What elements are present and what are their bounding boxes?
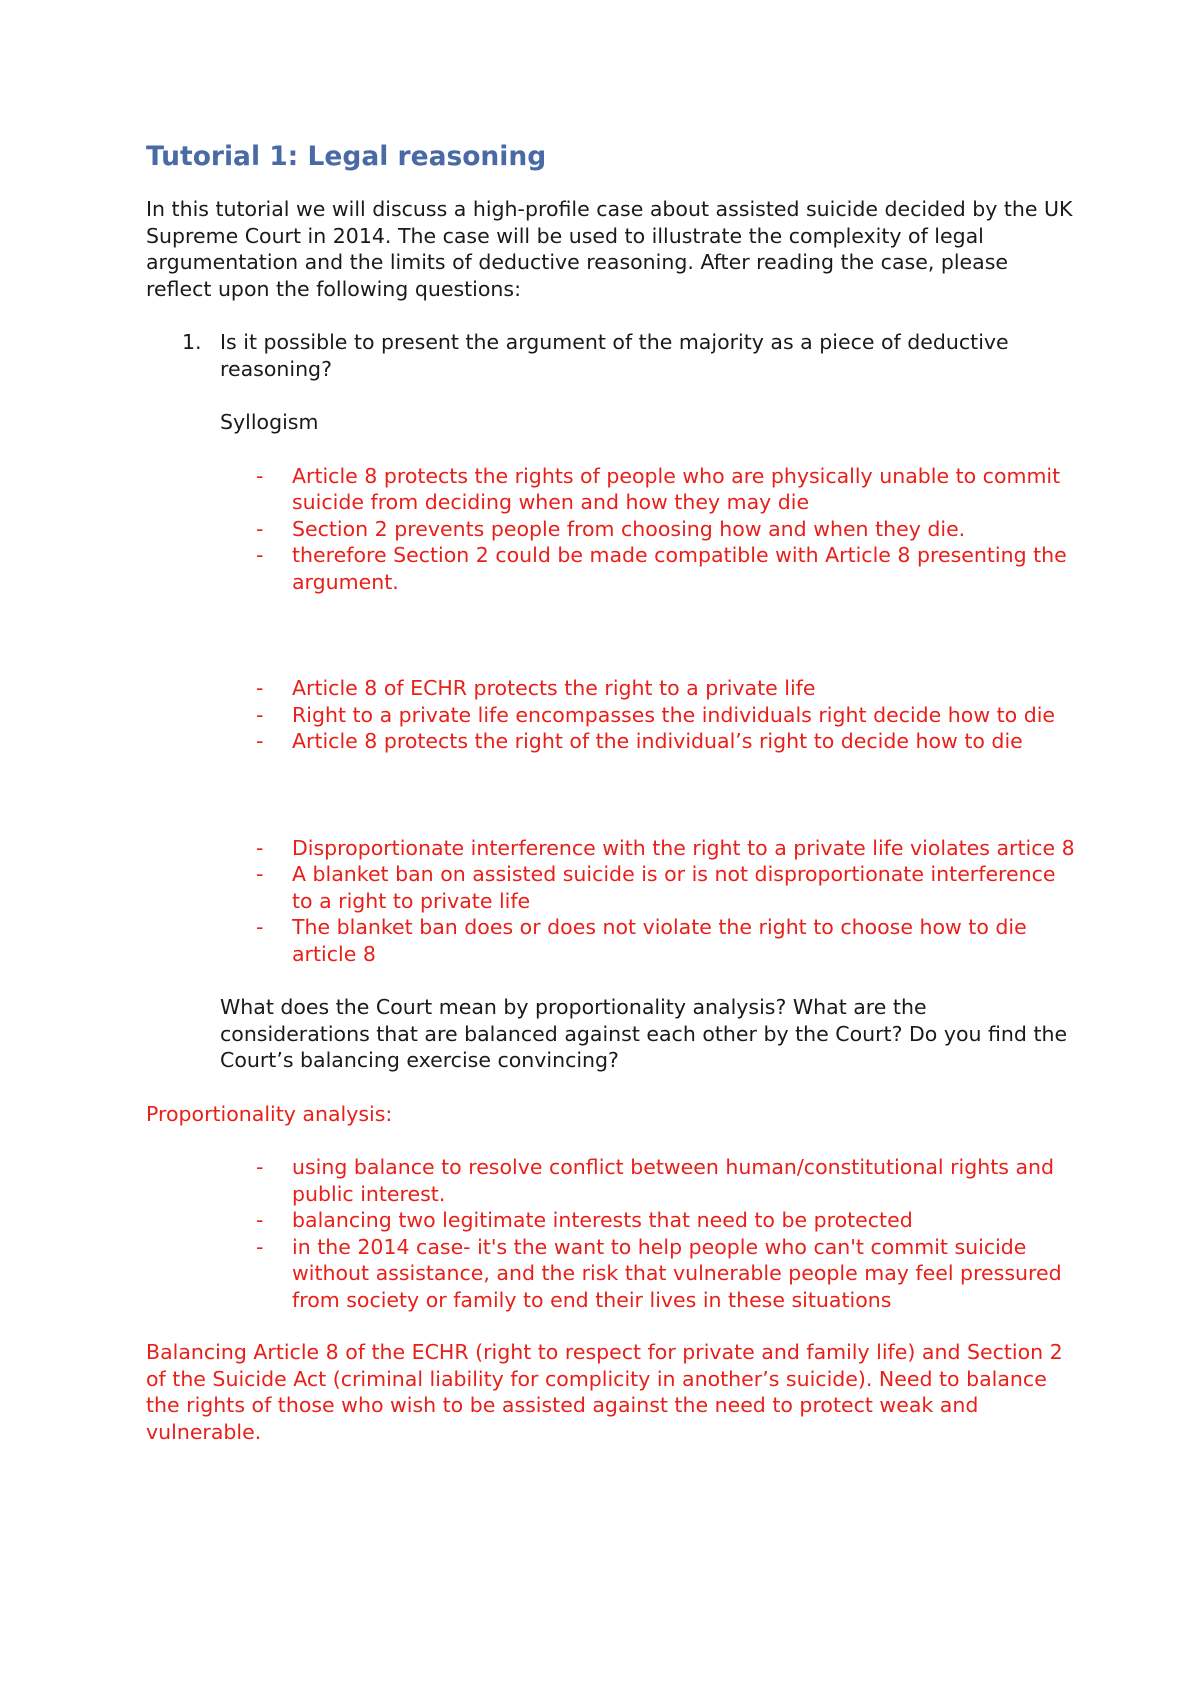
dash-marker: - [256,676,264,700]
list-item [256,542,1076,595]
list-item [256,702,1076,729]
list-item [256,1207,1076,1234]
dash-marker: - [256,1208,264,1232]
spacer [146,595,1076,675]
question-2-text: What does the Court mean by proportionality analysis? What are the considerations that are balanced against each other by the Court? Do you find the Court’s balancing exercise convincing? [220,995,1068,1072]
dash-marker: - [256,516,264,541]
syllogism-label: Syllogism [220,410,319,434]
spacer [146,1127,1076,1154]
syllogism-1-list [146,463,1076,596]
balancing-paragraph: Balancing Article 8 of the ECHR (right to respect for private and family life) and Section 2 of the Suicide Act (criminal liability for complicity in another’s suicide). Need to balance the rights of those who wish to be assisted against the need to protect weak and vulnerable. [146,1340,1063,1444]
dash-marker: - [256,915,264,939]
list-item [256,835,1076,862]
list-item-text: therefore Section 2 could be made compatible with Article 8 presenting the argument. [292,543,1067,594]
list-item-text: in the 2014 case- it's the want to help people who can't commit suicide without assistance, and the risk that vulnerable people may feel pressured from society or family to end their lives in these situations [292,1234,1062,1312]
document-page [146,140,1076,1445]
spacer [146,755,1076,835]
question-1-number: 1. [182,330,202,354]
intro-paragraph: In this tutorial we will discuss a high-profile case about assisted suicide decided by the UK Supreme Court in 2014. The case will be used to illustrate the complexity of legal argumentation and the limits of deductive reasoning. After reading the case, please reflect upon the following questions: [146,197,1073,301]
dash-marker: - [256,1155,264,1179]
spacer [146,1313,1076,1339]
dash-marker: - [256,702,264,727]
list-item [256,1234,1076,1314]
list-item [256,1154,1076,1207]
list-item [256,861,1076,914]
question-1-text: Is it possible to present the argument of the majority as a piece of deductive reasoning? [220,330,1009,381]
dash-marker: - [256,729,264,753]
list-item-text: balancing two legitimate interests that need to be protected [292,1208,913,1232]
list-item [256,516,1076,543]
dash-marker: - [256,463,264,488]
proportionality-heading: Proportionality analysis: [146,1101,393,1126]
page-title: Tutorial 1: Legal reasoning [146,141,547,172]
list-item-text: The blanket ban does or does not violate the right to choose how to die article 8 [292,915,1027,966]
list-item [256,675,1076,702]
list-item-text: Disproportionate interference with the right to a private life violates artice 8 [292,835,1075,860]
syllogism-3-list [146,835,1076,968]
list-item [256,728,1076,755]
dash-marker: - [256,543,264,567]
syllogism-2-list [146,675,1076,755]
list-item [256,914,1076,967]
dash-marker: - [256,1234,264,1259]
list-item-text: using balance to resolve conflict between human/constitutional rights and public interest. [292,1155,1055,1206]
spacer [146,967,1076,994]
list-item-text: Section 2 prevents people from choosing how and when they die. [292,516,966,541]
list-item-text: Right to a private life encompasses the individuals right decide how to die [292,702,1056,727]
list-item-text: Article 8 protects the right of the individual’s right to decide how to die [292,729,1023,753]
list-item-text: Article 8 protects the rights of people who are physically unable to commit suicide from deciding when and how they may die [292,463,1061,514]
list-item [256,463,1076,516]
proportionality-list [146,1154,1076,1313]
question-1 [146,329,1076,382]
list-item-text: Article 8 of ECHR protects the right to a private life [292,676,816,700]
spacer [146,1074,1076,1101]
dash-marker: - [256,862,264,886]
list-item-text: A blanket ban on assisted suicide is or is not disproportionate interference to a right to private life [292,862,1056,913]
dash-marker: - [256,835,264,860]
